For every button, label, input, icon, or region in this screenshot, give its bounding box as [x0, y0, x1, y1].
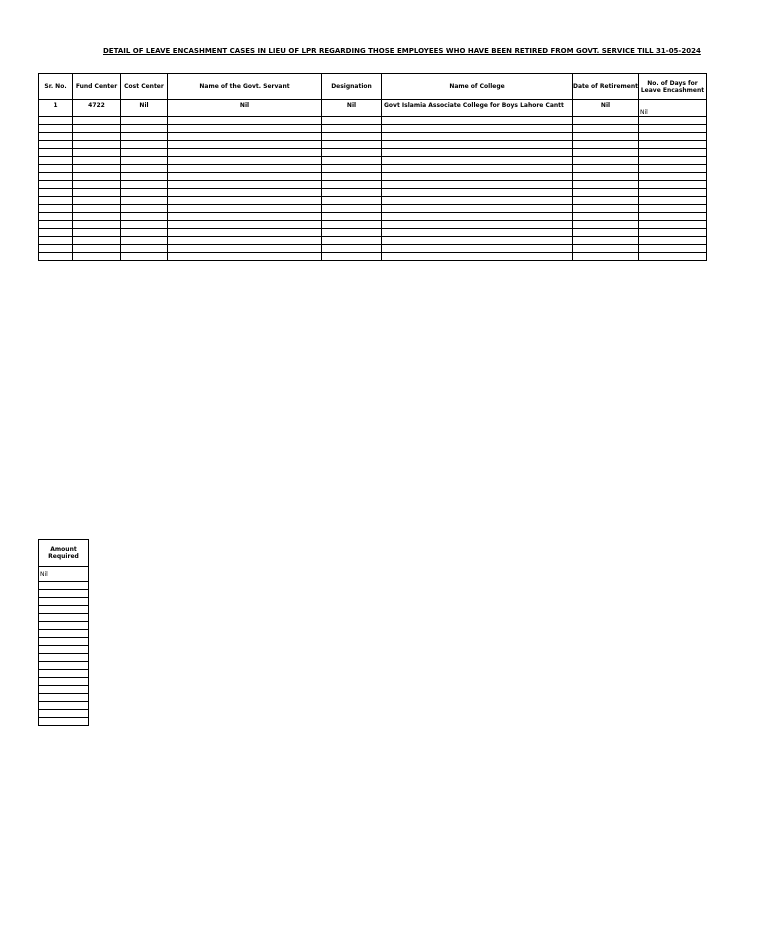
empty-cell: [382, 253, 573, 261]
header-sr-no: Sr. No.: [39, 74, 73, 100]
empty-cell: [39, 670, 89, 678]
empty-table-row: [39, 173, 707, 181]
empty-cell: [39, 221, 73, 229]
table-header-row: [39, 74, 707, 100]
empty-cell: [39, 606, 89, 614]
cell-sr-no: 1: [39, 100, 73, 117]
empty-cell: [322, 141, 382, 149]
empty-table-row: [39, 213, 707, 221]
empty-cell: [73, 117, 121, 125]
empty-cell: [382, 189, 573, 197]
empty-cell: [39, 157, 73, 165]
empty-cell: [121, 205, 168, 213]
empty-cell: [573, 189, 639, 197]
empty-cell: [573, 117, 639, 125]
empty-cell: [382, 205, 573, 213]
empty-cell: [39, 582, 89, 590]
empty-cell: [73, 253, 121, 261]
empty-cell: [73, 125, 121, 133]
empty-table-row: [39, 157, 707, 165]
empty-cell: [168, 213, 322, 221]
empty-cell: [573, 221, 639, 229]
empty-cell: [39, 686, 89, 694]
empty-cell: [168, 197, 322, 205]
empty-cell: [39, 173, 73, 181]
empty-cell: [39, 165, 73, 173]
empty-cell: [573, 213, 639, 221]
empty-cell: [39, 638, 89, 646]
empty-table-row: [39, 662, 89, 670]
empty-table-row: [39, 670, 89, 678]
empty-cell: [639, 173, 707, 181]
empty-cell: [573, 157, 639, 165]
empty-cell: [39, 197, 73, 205]
empty-cell: [168, 149, 322, 157]
empty-cell: [382, 173, 573, 181]
empty-cell: [322, 229, 382, 237]
empty-cell: [168, 173, 322, 181]
empty-cell: [168, 253, 322, 261]
empty-cell: [73, 221, 121, 229]
empty-cell: [322, 157, 382, 165]
cell-amount: Nil: [39, 567, 89, 582]
empty-cell: [322, 237, 382, 245]
header-amount-required: Amount Required: [39, 540, 89, 567]
empty-table-row: [39, 117, 707, 125]
empty-cell: [39, 614, 89, 622]
empty-cell: [639, 245, 707, 253]
empty-table-row: [39, 245, 707, 253]
empty-cell: [573, 229, 639, 237]
empty-cell: [121, 213, 168, 221]
cell-retirement: Nil: [573, 100, 639, 117]
empty-cell: [121, 117, 168, 125]
empty-cell: [73, 141, 121, 149]
empty-cell: [322, 245, 382, 253]
cell-days: Nil: [639, 100, 707, 117]
empty-cell: [573, 181, 639, 189]
empty-table-row: [39, 606, 89, 614]
empty-cell: [573, 253, 639, 261]
empty-table-row: [39, 237, 707, 245]
empty-cell: [39, 710, 89, 718]
empty-cell: [39, 229, 73, 237]
empty-table-row: [39, 205, 707, 213]
page-title: DETAIL OF LEAVE ENCASHMENT CASES IN LIEU OF LPR REGARDING THOSE EMPLOYEES WHO HAVE BEEN RETIRED FROM GOVT. SERVICE TILL 31-05-2024: [103, 47, 701, 55]
empty-cell: [73, 149, 121, 157]
empty-table-row: [39, 630, 89, 638]
empty-table-row: [39, 133, 707, 141]
empty-cell: [39, 694, 89, 702]
empty-cell: [121, 237, 168, 245]
empty-cell: [322, 197, 382, 205]
empty-cell: [39, 654, 89, 662]
empty-cell: [168, 141, 322, 149]
empty-cell: [73, 133, 121, 141]
empty-cell: [39, 237, 73, 245]
empty-cell: [39, 630, 89, 638]
empty-table-row: [39, 189, 707, 197]
empty-cell: [39, 646, 89, 654]
empty-cell: [73, 205, 121, 213]
empty-cell: [121, 133, 168, 141]
empty-cell: [73, 197, 121, 205]
empty-cell: [322, 205, 382, 213]
empty-cell: [73, 173, 121, 181]
empty-cell: [639, 165, 707, 173]
empty-cell: [382, 197, 573, 205]
empty-cell: [39, 205, 73, 213]
empty-cell: [73, 245, 121, 253]
empty-cell: [322, 189, 382, 197]
cell-college: Govt Islamia Associate College for Boys Lahore Cantt: [382, 100, 573, 117]
empty-cell: [382, 117, 573, 125]
empty-cell: [39, 702, 89, 710]
empty-cell: [39, 245, 73, 253]
empty-cell: [382, 213, 573, 221]
empty-cell: [73, 157, 121, 165]
empty-cell: [168, 245, 322, 253]
empty-cell: [639, 125, 707, 133]
empty-cell: [73, 213, 121, 221]
empty-cell: [382, 165, 573, 173]
amount-header-row: [39, 540, 89, 567]
cell-designation: Nil: [322, 100, 382, 117]
empty-cell: [382, 229, 573, 237]
empty-cell: [573, 173, 639, 181]
empty-cell: [168, 229, 322, 237]
empty-cell: [168, 221, 322, 229]
table-row: [39, 100, 707, 117]
empty-table-row: [39, 646, 89, 654]
empty-cell: [322, 117, 382, 125]
empty-cell: [121, 229, 168, 237]
empty-table-row: [39, 197, 707, 205]
empty-cell: [121, 149, 168, 157]
empty-cell: [573, 245, 639, 253]
cell-name: Nil: [168, 100, 322, 117]
header-name-govt-servant: Name of the Govt. Servant: [168, 74, 322, 100]
empty-cell: [382, 141, 573, 149]
empty-cell: [121, 173, 168, 181]
empty-cell: [382, 181, 573, 189]
empty-cell: [639, 205, 707, 213]
header-cost-center: Cost Center: [121, 74, 168, 100]
empty-cell: [639, 237, 707, 245]
empty-cell: [382, 133, 573, 141]
empty-table-row: [39, 702, 89, 710]
empty-table-row: [39, 221, 707, 229]
empty-cell: [39, 133, 73, 141]
empty-cell: [121, 253, 168, 261]
empty-cell: [73, 229, 121, 237]
empty-cell: [39, 149, 73, 157]
empty-cell: [639, 117, 707, 125]
empty-cell: [382, 157, 573, 165]
empty-table-row: [39, 141, 707, 149]
empty-cell: [73, 237, 121, 245]
empty-table-row: [39, 614, 89, 622]
empty-cell: [39, 181, 73, 189]
empty-cell: [573, 205, 639, 213]
empty-table-row: [39, 718, 89, 726]
empty-cell: [322, 213, 382, 221]
header-date-of-retirement: Date of Retirement: [573, 74, 639, 100]
empty-cell: [121, 189, 168, 197]
empty-cell: [39, 718, 89, 726]
empty-table-row: [39, 253, 707, 261]
empty-cell: [382, 221, 573, 229]
empty-cell: [39, 125, 73, 133]
cell-cost-center: Nil: [121, 100, 168, 117]
empty-cell: [39, 662, 89, 670]
empty-cell: [39, 117, 73, 125]
empty-cell: [168, 117, 322, 125]
empty-cell: [168, 189, 322, 197]
empty-table-row: [39, 686, 89, 694]
empty-cell: [121, 157, 168, 165]
empty-cell: [121, 245, 168, 253]
empty-cell: [322, 149, 382, 157]
amount-required-table: [38, 539, 89, 726]
empty-cell: [322, 165, 382, 173]
empty-table-row: [39, 181, 707, 189]
empty-cell: [322, 221, 382, 229]
empty-cell: [39, 590, 89, 598]
empty-cell: [382, 125, 573, 133]
empty-table-row: [39, 710, 89, 718]
empty-cell: [168, 157, 322, 165]
empty-cell: [121, 141, 168, 149]
empty-cell: [39, 213, 73, 221]
empty-cell: [168, 237, 322, 245]
empty-cell: [121, 221, 168, 229]
empty-table-row: [39, 638, 89, 646]
empty-table-row: [39, 694, 89, 702]
empty-cell: [168, 133, 322, 141]
empty-cell: [121, 197, 168, 205]
header-name-of-college: Name of College: [382, 74, 573, 100]
empty-cell: [168, 205, 322, 213]
empty-cell: [121, 165, 168, 173]
header-fund-center: Fund Center: [73, 74, 121, 100]
empty-cell: [382, 245, 573, 253]
leave-encashment-table: [38, 73, 707, 261]
empty-cell: [639, 181, 707, 189]
empty-table-row: [39, 622, 89, 630]
empty-cell: [168, 181, 322, 189]
empty-cell: [168, 125, 322, 133]
empty-cell: [639, 197, 707, 205]
empty-cell: [573, 133, 639, 141]
empty-cell: [573, 237, 639, 245]
empty-cell: [573, 125, 639, 133]
empty-cell: [73, 181, 121, 189]
cell-fund-center: 4722: [73, 100, 121, 117]
empty-cell: [39, 678, 89, 686]
empty-cell: [573, 165, 639, 173]
empty-cell: [639, 141, 707, 149]
empty-table-row: [39, 678, 89, 686]
empty-table-row: [39, 590, 89, 598]
empty-table-row: [39, 229, 707, 237]
empty-cell: [121, 125, 168, 133]
empty-cell: [39, 189, 73, 197]
header-days-leave-encashment: No. of Days for Leave Encashment: [639, 74, 707, 100]
empty-cell: [39, 622, 89, 630]
empty-cell: [73, 165, 121, 173]
empty-cell: [639, 213, 707, 221]
empty-cell: [639, 189, 707, 197]
empty-cell: [39, 598, 89, 606]
empty-cell: [39, 141, 73, 149]
empty-cell: [121, 181, 168, 189]
empty-table-row: [39, 654, 89, 662]
empty-cell: [168, 165, 322, 173]
empty-cell: [382, 149, 573, 157]
empty-table-row: [39, 582, 89, 590]
empty-cell: [39, 253, 73, 261]
empty-cell: [322, 133, 382, 141]
empty-cell: [639, 221, 707, 229]
empty-cell: [639, 253, 707, 261]
empty-table-row: [39, 598, 89, 606]
empty-cell: [639, 133, 707, 141]
empty-cell: [322, 253, 382, 261]
empty-cell: [322, 173, 382, 181]
table-row: [39, 567, 89, 582]
empty-cell: [73, 189, 121, 197]
empty-cell: [322, 125, 382, 133]
empty-cell: [573, 141, 639, 149]
empty-cell: [639, 157, 707, 165]
empty-cell: [573, 197, 639, 205]
empty-cell: [573, 149, 639, 157]
empty-table-row: [39, 125, 707, 133]
empty-table-row: [39, 165, 707, 173]
empty-cell: [382, 237, 573, 245]
empty-cell: [322, 181, 382, 189]
empty-cell: [639, 149, 707, 157]
empty-table-row: [39, 149, 707, 157]
header-designation: Designation: [322, 74, 382, 100]
empty-cell: [639, 229, 707, 237]
